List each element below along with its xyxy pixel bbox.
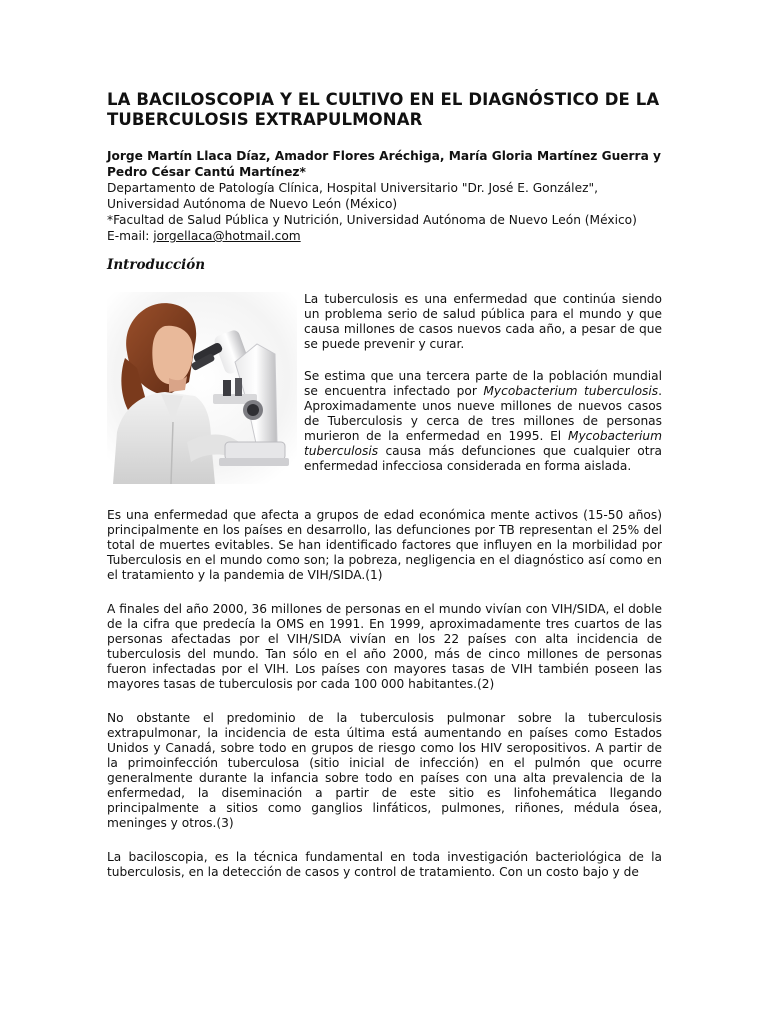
text-run: Se estima que una tercera parte de la población mundial se encuentra infectado por [304, 369, 662, 398]
email-line [107, 228, 667, 244]
article-title: LA BACILOSCOPIA Y EL CULTIVO EN EL DIAGNÓSTICO DE LA TUBERCULOSIS EXTRAPULMONAR [107, 90, 660, 129]
affiliation-line: *Facultad de Salud Pública y Nutrición, Universidad Autónoma de Nuevo León (México) [107, 213, 637, 227]
microscope-photo [107, 292, 297, 484]
email-link[interactable]: jorgellaca@hotmail.com [153, 229, 301, 243]
author-list: Jorge Martín Llaca Díaz, Amador Flores Aréchiga, María Gloria Martínez Guerra y Pedro César Cantú Martínez* [107, 149, 661, 179]
text-run: causa más defunciones que cualquier otra enfermedad infecciosa considerada en forma aislada. [304, 444, 662, 473]
affiliation-line: Departamento de Patología Clínica, Hospital Universitario "Dr. José E. González", [107, 181, 598, 195]
body-paragraph: La baciloscopia, es la técnica fundamental en toda investigación bacteriológica de la tuberculosis, en la detección de casos y control de tratamiento. Con un costo bajo y de [107, 850, 662, 879]
body-paragraph: Es una enfermedad que afecta a grupos de edad económica mente activos (15-50 años) principalmente en los países en desarrollo, las defunciones por TB representan el 25% del total de muertes evitables. Se han identificado factores que influyen en la morbilidad por Tuberculosis en el mundo como son; la pobreza, negligencia en el diagnóstico así como en el tratamiento y la pandemia de VIH/SIDA.(1) [107, 508, 662, 582]
text-run: . Aproximadamente unos nueve millones de nuevos casos de Tuberculosis y cerca de tres millones de personas murieron de la enfermedad en 1995. El [304, 384, 662, 443]
species-name: Mycobacterium tuberculosis [483, 384, 659, 398]
intro-paragraph [304, 369, 662, 474]
body-paragraph: A finales del año 2000, 36 millones de personas en el mundo vivían con VIH/SIDA, el doble de la cifra que predecía la OMS en 1991. En 1999, aproximadamente tres cuartos de las personas afectadas por el VIH/SIDA vivían en los 22 países con alta incidencia de tuberculosis del mundo. Tan sólo en el año 2000, más de cinco millones de personas fueron infectadas por el VIH. Los países con mayores tasas de VIH también poseen las mayores tasas de tuberculosis por cada 100 000 habitantes.(2) [107, 602, 662, 691]
section-heading: Introducción [107, 257, 206, 273]
affiliation-line: Universidad Autónoma de Nuevo León (México) [107, 197, 398, 211]
body-paragraph: No obstante el predominio de la tuberculosis pulmonar sobre la tuberculosis extrapulmonar, la incidencia de esta última está aumentando en países como Estados Unidos y Canadá, sobre todo en grupos de riesgo como los HIV seropositivos. A partir de la primoinfección tuberculosa (sitio inicial de infección) en el pulmón que ocurre generalmente durante la infancia sobre todo en países con una alta prevalencia de la enfermedad, la diseminación a partir de este sitio es linfohemática llegando principalmente a sitios como ganglios linfáticos, pulmones, riñones, médula ósea, meninges y otros.(3) [107, 711, 662, 830]
intro-paragraph: La tuberculosis es una enfermedad que continúa siendo un problema serio de salud pública para el mundo y que causa millones de casos nuevos cada año, a pesar de que se puede prevenir y curar. [304, 292, 662, 351]
email-label: E-mail: [107, 229, 154, 243]
species-name: Mycobacterium tuberculosis [304, 429, 662, 458]
